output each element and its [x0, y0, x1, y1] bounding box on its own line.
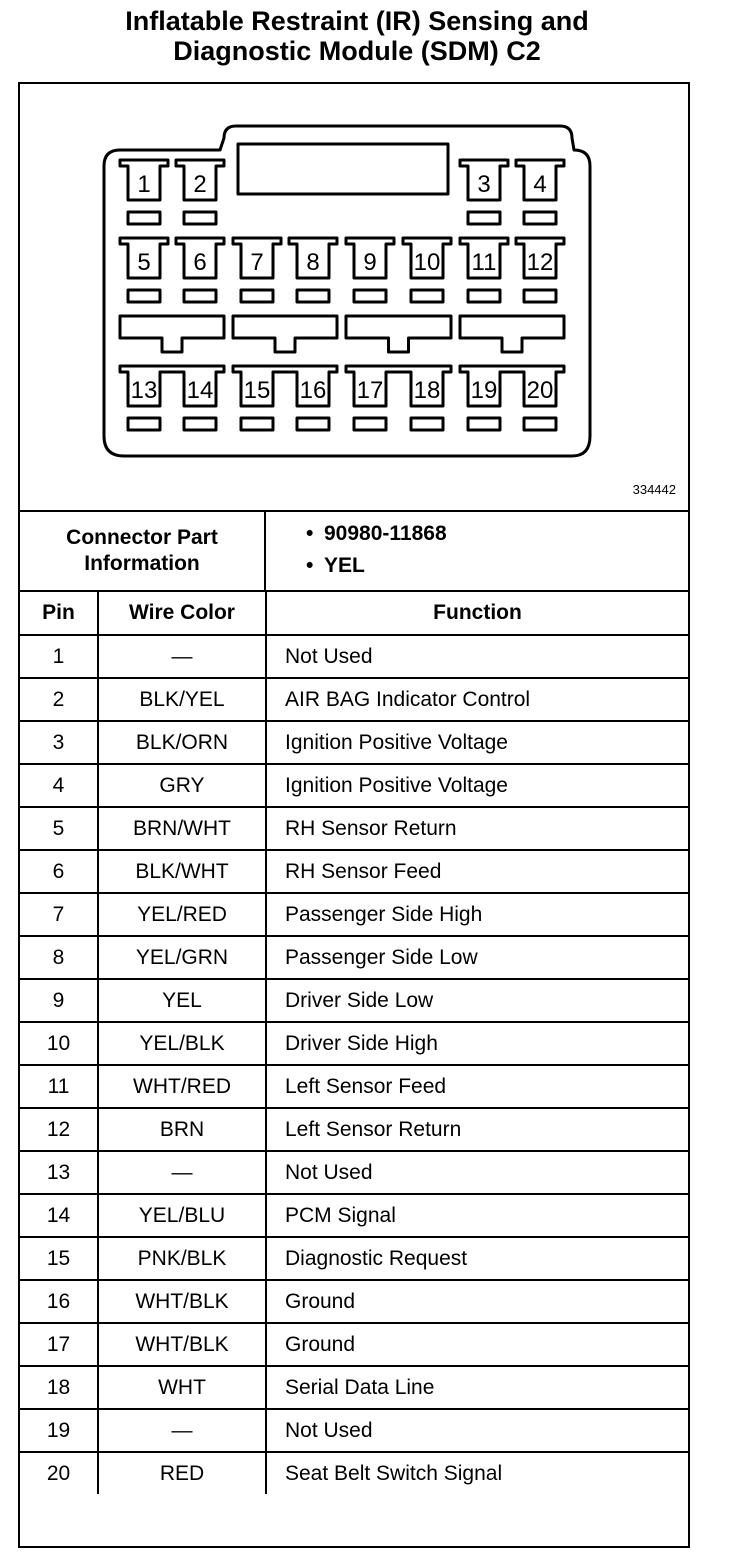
- wire-color-cell: BLK/ORN: [98, 721, 266, 764]
- title-line-2: Diagnostic Module (SDM) C2: [173, 36, 541, 66]
- pin-lock-slot: [297, 418, 329, 430]
- function-cell: Not Used: [266, 635, 688, 678]
- pin-number-label: 13: [130, 377, 158, 404]
- function-cell: Ground: [266, 1323, 688, 1366]
- function-cell: Ground: [266, 1280, 688, 1323]
- table-row: [20, 893, 688, 936]
- pin-number-label: 17: [356, 377, 384, 404]
- pin-lock-slot: [524, 212, 556, 224]
- table-row: [20, 1280, 688, 1323]
- function-cell: Serial Data Line: [266, 1366, 688, 1409]
- pin-cell: 2: [20, 678, 98, 721]
- wire-color-cell: BRN/WHT: [98, 807, 266, 850]
- table-row: [20, 1323, 688, 1366]
- table-row: [20, 1366, 688, 1409]
- pin-cell: 9: [20, 979, 98, 1022]
- table-row: [20, 721, 688, 764]
- pin-cell: 6: [20, 850, 98, 893]
- pin-number-label: 20: [526, 377, 554, 404]
- pin-number-label: 2: [193, 171, 207, 198]
- keying-rib: [233, 316, 337, 352]
- pin-cell: 13: [20, 1151, 98, 1194]
- pin-cell: 5: [20, 807, 98, 850]
- keying-rib: [460, 316, 564, 352]
- table-row: [20, 1151, 688, 1194]
- function-cell: Passenger Side High: [266, 893, 688, 936]
- wire-color-cell: BLK/WHT: [98, 850, 266, 893]
- wire-color-cell: YEL/GRN: [98, 936, 266, 979]
- pin-lock-slot: [184, 418, 216, 430]
- function-cell: Left Sensor Feed: [266, 1065, 688, 1108]
- wire-color-cell: YEL/BLU: [98, 1194, 266, 1237]
- function-cell: Ignition Positive Voltage: [266, 764, 688, 807]
- wire-color-cell: WHT/RED: [98, 1065, 266, 1108]
- pin-lock-slot: [128, 212, 160, 224]
- pin-number-label: 6: [193, 249, 207, 276]
- table-row: [20, 979, 688, 1022]
- wire-color-cell: YEL/BLK: [98, 1022, 266, 1065]
- pin-lock-slot: [241, 418, 273, 430]
- pin-number-label: 8: [306, 249, 320, 276]
- part-number: • 90980-11868: [266, 518, 686, 550]
- function-cell: Driver Side High: [266, 1022, 688, 1065]
- pin-lock-slot: [297, 290, 329, 302]
- table-row: [20, 1108, 688, 1151]
- pin-cell: 3: [20, 721, 98, 764]
- pin-number-label: 18: [413, 377, 441, 404]
- table-row: [20, 1452, 688, 1494]
- connector-housing: [104, 126, 590, 456]
- connector-face-drawing: [20, 84, 688, 510]
- pin-lock-slot: [128, 290, 160, 302]
- function-cell: Passenger Side Low: [266, 936, 688, 979]
- header-wire-color: Wire Color: [98, 592, 266, 635]
- pin-lock-slot: [524, 290, 556, 302]
- connector-part-info: [20, 512, 688, 592]
- wire-color-cell: WHT: [98, 1366, 266, 1409]
- pin-number-label: 1: [137, 171, 151, 198]
- pin-cell: 11: [20, 1065, 98, 1108]
- table-row: [20, 764, 688, 807]
- pinout-table: [20, 592, 688, 1494]
- header-pin: Pin: [20, 592, 98, 635]
- table-row: [20, 850, 688, 893]
- pin-number-label: 12: [526, 249, 554, 276]
- pinout-table-body: [20, 635, 688, 1494]
- table-row: [20, 936, 688, 979]
- connector-part-info-values: [266, 518, 686, 582]
- wire-color-cell: YEL: [98, 979, 266, 1022]
- table-row: [20, 635, 688, 678]
- wire-color-cell: —: [98, 1409, 266, 1452]
- page-title: [0, 6, 714, 66]
- pin-cell: 16: [20, 1280, 98, 1323]
- pin-lock-slot: [354, 290, 386, 302]
- function-cell: AIR BAG Indicator Control: [266, 678, 688, 721]
- connector-frame: [18, 82, 690, 1548]
- pin-number-label: 16: [299, 377, 327, 404]
- pin-lock-slot: [354, 418, 386, 430]
- connector-diagram: [20, 84, 688, 512]
- pin-number-label: 14: [186, 377, 214, 404]
- info-label-line-2: Information: [84, 552, 200, 575]
- pin-lock-slot: [184, 290, 216, 302]
- title-line-1: Inflatable Restraint (IR) Sensing and: [125, 6, 589, 36]
- wire-color-cell: YEL/RED: [98, 893, 266, 936]
- function-cell: Diagnostic Request: [266, 1237, 688, 1280]
- pin-number-label: 5: [137, 249, 151, 276]
- pin-number-label: 15: [243, 377, 271, 404]
- pin-number-label: 11: [471, 249, 497, 276]
- connector-color: • YEL: [266, 550, 686, 582]
- pin-lock-slot: [524, 418, 556, 430]
- table-row: [20, 1065, 688, 1108]
- pin-lock-slot: [468, 290, 500, 302]
- pin-lock-slot: [128, 418, 160, 430]
- wire-color-cell: —: [98, 635, 266, 678]
- wire-color-cell: WHT/BLK: [98, 1280, 266, 1323]
- table-row: [20, 1409, 688, 1452]
- pin-number-label: 3: [477, 171, 491, 198]
- function-cell: Left Sensor Return: [266, 1108, 688, 1151]
- function-cell: Seat Belt Switch Signal: [266, 1452, 688, 1494]
- pin-number-label: 9: [363, 249, 377, 276]
- pin-cell: 1: [20, 635, 98, 678]
- table-row: [20, 1237, 688, 1280]
- pin-number-label: 10: [413, 249, 441, 276]
- pin-lock-slot: [241, 290, 273, 302]
- pin-cell: 19: [20, 1409, 98, 1452]
- wire-color-cell: BRN: [98, 1108, 266, 1151]
- pin-number-label: 4: [533, 171, 547, 198]
- pin-number-label: 7: [250, 249, 264, 276]
- wire-color-cell: RED: [98, 1452, 266, 1494]
- function-cell: Not Used: [266, 1151, 688, 1194]
- pin-cell: 7: [20, 893, 98, 936]
- function-cell: RH Sensor Return: [266, 807, 688, 850]
- pin-lock-slot: [468, 212, 500, 224]
- wire-color-cell: —: [98, 1151, 266, 1194]
- connector-part-info-label: [20, 512, 266, 590]
- wire-color-cell: GRY: [98, 764, 266, 807]
- pin-cell: 14: [20, 1194, 98, 1237]
- function-cell: Ignition Positive Voltage: [266, 721, 688, 764]
- info-label-line-1: Connector Part: [66, 526, 218, 549]
- pin-lock-slot: [411, 418, 443, 430]
- keying-rib: [120, 316, 224, 352]
- wire-color-cell: WHT/BLK: [98, 1323, 266, 1366]
- function-cell: PCM Signal: [266, 1194, 688, 1237]
- function-cell: Driver Side Low: [266, 979, 688, 1022]
- pin-cell: 20: [20, 1452, 98, 1494]
- pin-number-label: 19: [470, 377, 498, 404]
- pin-cell: 4: [20, 764, 98, 807]
- table-row: [20, 1022, 688, 1065]
- table-row: [20, 1194, 688, 1237]
- wire-color-cell: BLK/YEL: [98, 678, 266, 721]
- pin-lock-slot: [184, 212, 216, 224]
- table-row: [20, 678, 688, 721]
- pin-cell: 18: [20, 1366, 98, 1409]
- pin-cell: 12: [20, 1108, 98, 1151]
- pin-cell: 8: [20, 936, 98, 979]
- latch-window: [238, 144, 448, 194]
- table-row: [20, 807, 688, 850]
- function-cell: RH Sensor Feed: [266, 850, 688, 893]
- keying-rib: [346, 316, 451, 352]
- header-function: Function: [266, 592, 688, 635]
- figure-number: 334442: [632, 482, 676, 497]
- table-header-row: [20, 592, 688, 635]
- pin-cell: 10: [20, 1022, 98, 1065]
- pin-cell: 17: [20, 1323, 98, 1366]
- pin-lock-slot: [411, 290, 443, 302]
- wire-color-cell: PNK/BLK: [98, 1237, 266, 1280]
- function-cell: Not Used: [266, 1409, 688, 1452]
- pin-cell: 15: [20, 1237, 98, 1280]
- pin-lock-slot: [468, 418, 500, 430]
